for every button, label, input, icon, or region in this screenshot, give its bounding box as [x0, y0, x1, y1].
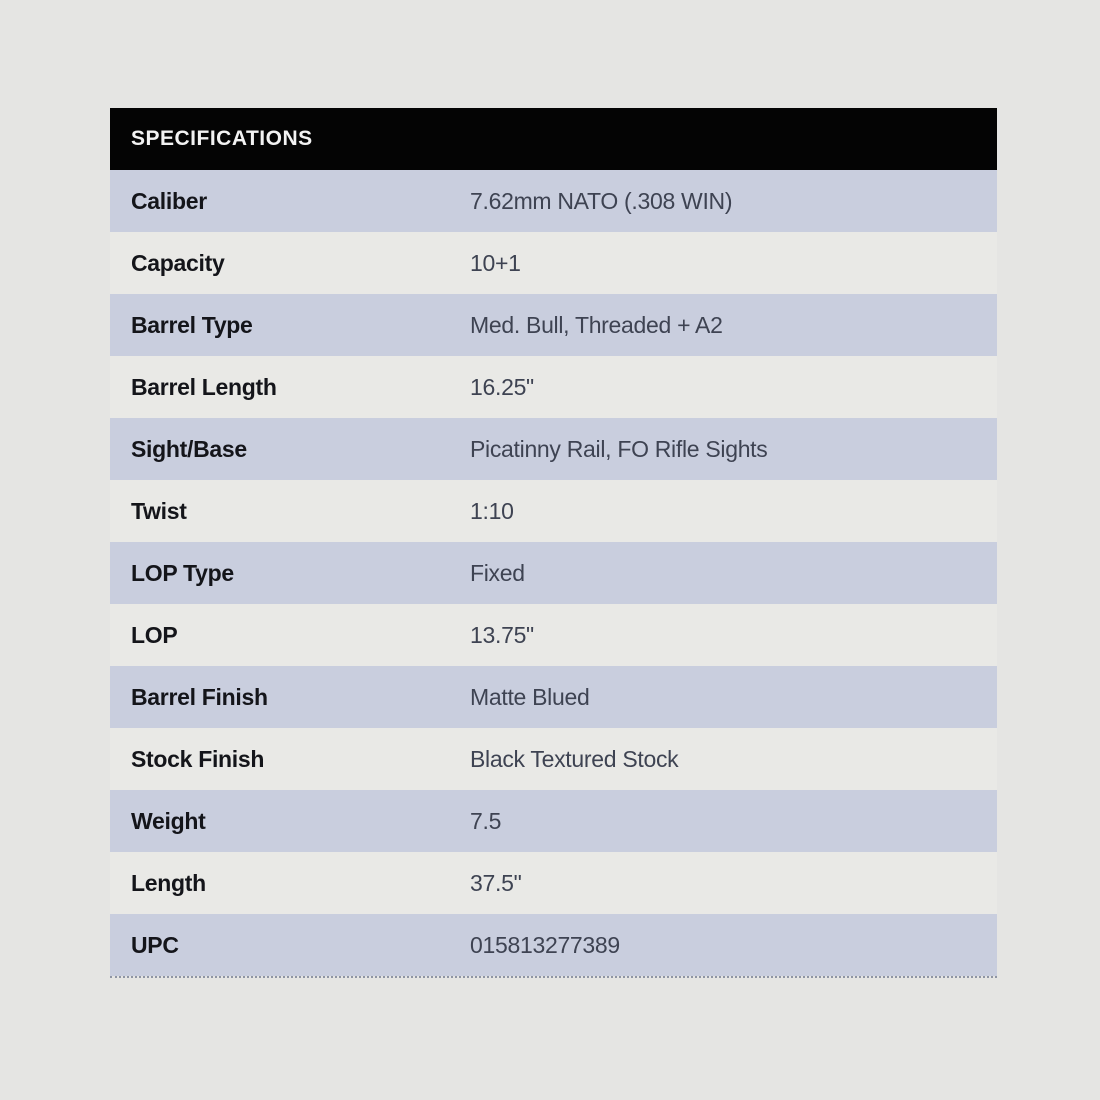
spec-label: LOP: [131, 621, 178, 648]
table-row: [110, 604, 997, 666]
table-row: [110, 356, 997, 418]
spec-label: Length: [131, 869, 206, 896]
table-row: [110, 666, 997, 728]
spec-value: Fixed: [470, 559, 525, 586]
table-row: [110, 852, 997, 914]
spec-label: LOP Type: [131, 559, 234, 586]
spec-value: Black Textured Stock: [470, 745, 679, 772]
specifications-table: [110, 108, 997, 978]
spec-value: 7.5: [470, 807, 502, 834]
table-row: [110, 170, 997, 232]
spec-label: UPC: [131, 931, 179, 958]
table-row: [110, 480, 997, 542]
spec-value: 1:10: [470, 497, 514, 524]
spec-value: 10+1: [470, 249, 521, 276]
table-row: [110, 418, 997, 480]
spec-value: 7.62mm NATO (.308 WIN): [470, 187, 733, 214]
spec-label: Weight: [131, 807, 206, 834]
spec-label: Twist: [131, 497, 187, 524]
spec-label: Capacity: [131, 249, 225, 276]
spec-value: Picatinny Rail, FO Rifle Sights: [470, 435, 768, 462]
spec-label: Barrel Type: [131, 311, 253, 338]
spec-value: Matte Blued: [470, 683, 590, 710]
spec-label: Caliber: [131, 187, 207, 214]
table-row: [110, 294, 997, 356]
specifications-title: SPECIFICATIONS: [131, 127, 313, 150]
table-row: [110, 232, 997, 294]
spec-label: Sight/Base: [131, 435, 247, 462]
table-row: [110, 790, 997, 852]
table-row: [110, 728, 997, 790]
spec-table-body: [110, 170, 997, 978]
spec-value: 37.5": [470, 869, 522, 896]
spec-value: 015813277389: [470, 931, 620, 958]
specifications-header-bar: [110, 108, 997, 170]
spec-value: 16.25": [470, 373, 534, 400]
table-row: [110, 542, 997, 604]
spec-label: Barrel Length: [131, 373, 277, 400]
spec-value: Med. Bull, Threaded + A2: [470, 311, 723, 338]
table-row: [110, 914, 997, 976]
spec-label: Stock Finish: [131, 745, 265, 772]
spec-label: Barrel Finish: [131, 683, 268, 710]
spec-value: 13.75": [470, 621, 534, 648]
